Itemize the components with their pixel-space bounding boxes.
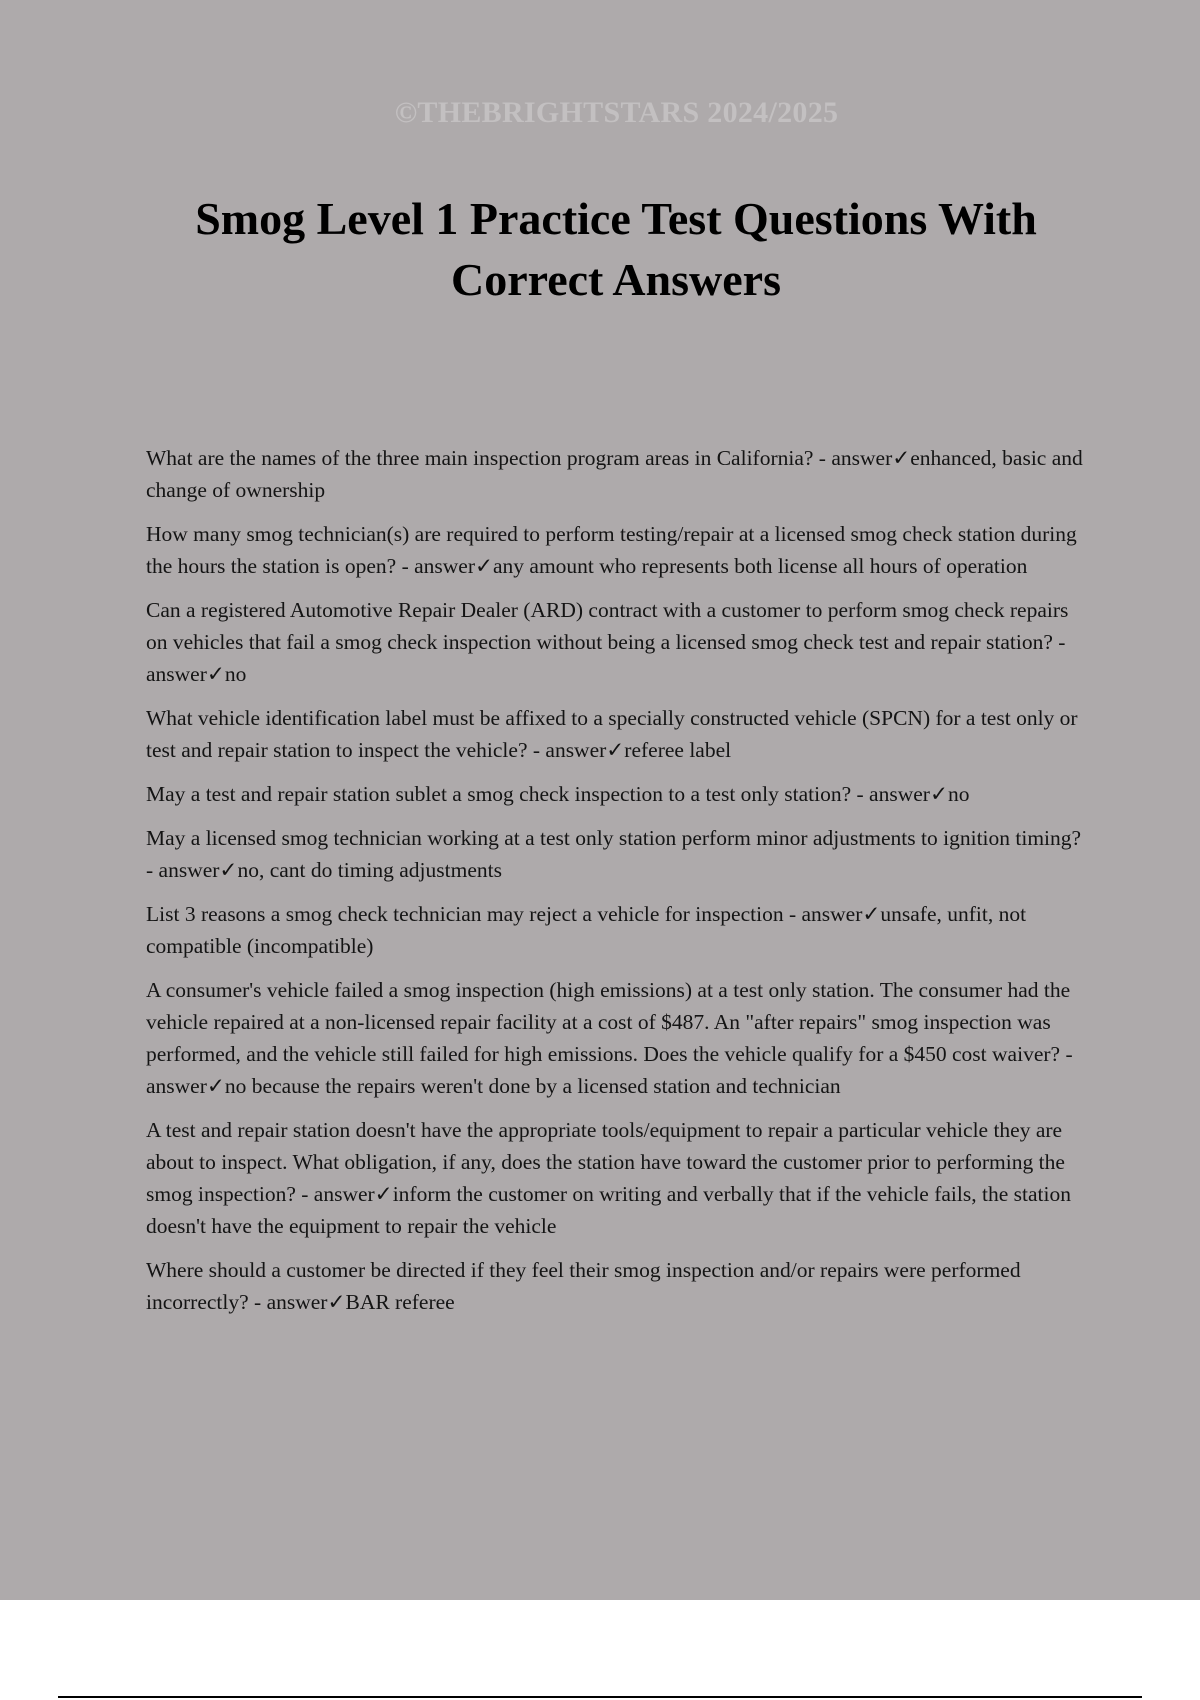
bottom-divider bbox=[58, 1696, 1142, 1698]
qa-item-5: May a test and repair station sublet a smog check inspection to a test only station? - answer✓no bbox=[146, 782, 970, 806]
qa-item-8: A consumer's vehicle failed a smog inspection (high emissions) at a test only station. The consumer had the vehicle repaired at a non-licensed repair facility at a cost of $487. An "after repairs" smog inspection was performed, and the vehicle still failed for high emissions. Does the vehicle qualify for a $450 cost waiver? - answer✓no because the repairs weren't done by a licensed station and technician bbox=[146, 978, 1073, 1098]
qa-item-6: May a licensed smog technician working at a test only station perform minor adjustments to ignition timing? - answer✓no, cant do timing adjustments bbox=[146, 826, 1082, 882]
qa-item-3: Can a registered Automotive Repair Dealer (ARD) contract with a customer to perform smog check repairs on vehicles that fail a smog check inspection without being a licensed smog check test and repair station? - answer✓no bbox=[146, 598, 1069, 686]
qa-item-1: What are the names of the three main inspection program areas in California? - answer✓enhanced, basic and change of ownership bbox=[146, 446, 1083, 502]
page-title: Smog Level 1 Practice Test Questions With Correct Answers bbox=[195, 193, 1037, 305]
qa-list bbox=[146, 442, 1091, 1330]
qa-item-9: A test and repair station doesn't have the appropriate tools/equipment to repair a particular vehicle they are about to inspect. What obligation, if any, does the station have toward the customer prior to performing the smog inspection? - answer✓inform the customer on writing and verbally that if the vehicle fails, the station doesn't have the equipment to repair the vehicle bbox=[146, 1118, 1071, 1238]
qa-item-2: How many smog technician(s) are required to perform testing/repair at a licensed smog check station during the hours the station is open? - answer✓any amount who represents both license all hours of operation bbox=[146, 522, 1077, 578]
qa-item-10: Where should a customer be directed if they feel their smog inspection and/or repairs were performed incorrectly? - answer✓BAR referee bbox=[146, 1258, 1021, 1314]
watermark: ©THEBRIGHTSTARS 2024/2025 bbox=[394, 96, 839, 129]
qa-item-7: List 3 reasons a smog check technician may reject a vehicle for inspection - answer✓unsafe, unfit, not compatible (incompatible) bbox=[146, 902, 1027, 958]
qa-item-4: What vehicle identification label must be affixed to a specially constructed vehicle (SPCN) for a test only or test and repair station to inspect the vehicle? - answer✓referee label bbox=[146, 706, 1078, 762]
